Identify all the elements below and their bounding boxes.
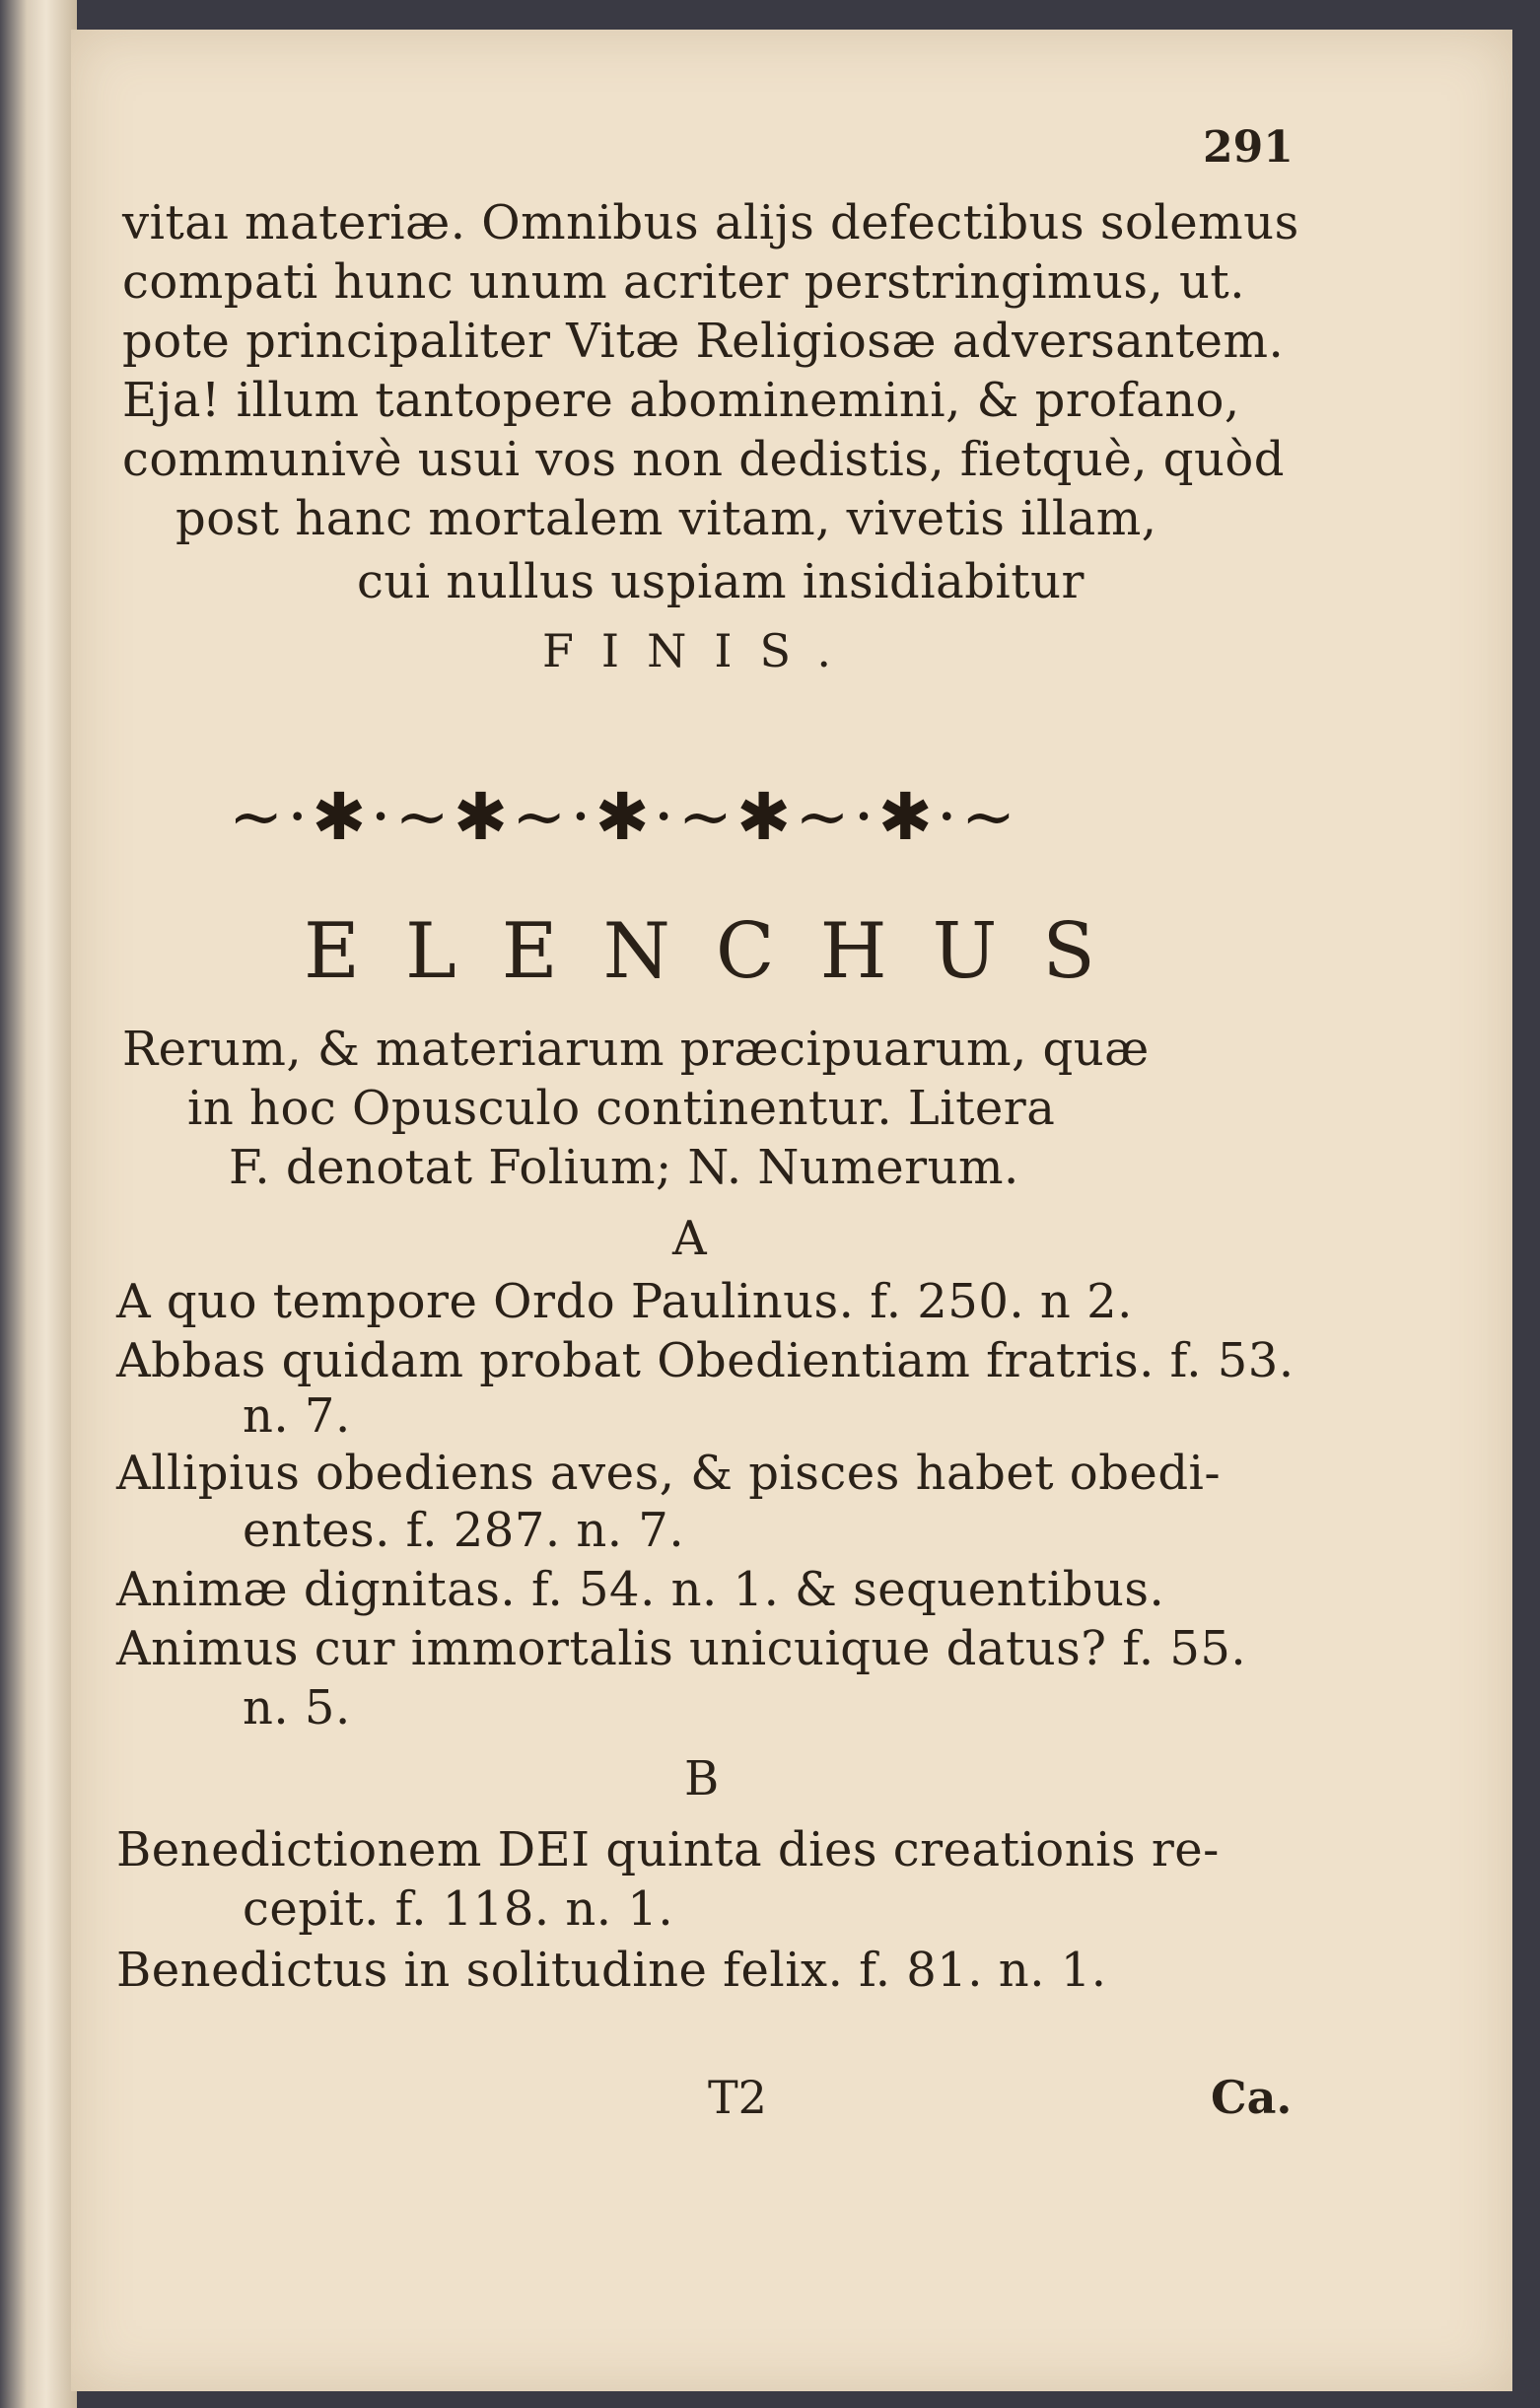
index-entry-a-2-cont: n. 7. <box>243 1388 351 1444</box>
finis: FINIS. <box>542 624 860 677</box>
elenchus-subtitle-3: F. denotat Folium; N. Numerum. <box>229 1140 1019 1195</box>
closing-line-1: vitaı materiæ. Omnibus alijs defectibus solemus <box>122 195 1299 250</box>
closing-line-4: Eja! illum tantopere abominemini, & profano, <box>122 373 1240 428</box>
index-entry-b-1: Benedictionem DEI quinta dies creationis re- <box>116 1822 1220 1877</box>
index-entry-a-5-cont: n. 5. <box>243 1680 351 1735</box>
catchword: Ca. <box>1211 2071 1293 2124</box>
closing-line-6: post hanc mortalem vitam, vivetis illam, <box>175 491 1157 546</box>
index-entry-a-4: Animæ dignitas. f. 54. n. 1. & sequentibus. <box>116 1562 1165 1617</box>
closing-line-3: pote principaliter Vitæ Religiosæ adversantem. <box>122 314 1285 369</box>
book-binding <box>0 0 77 2408</box>
index-entry-a-2: Abbas quidam probat Obedientiam fratris. f. 53. <box>116 1333 1295 1388</box>
section-letter-b: B <box>684 1751 720 1806</box>
section-letter-a: A <box>672 1211 707 1266</box>
closing-line-5: communivè usui vos non dedistis, fietquè, quòd <box>122 432 1286 487</box>
closing-line-2: compati hunc unum acriter perstringimus, ut. <box>122 254 1245 310</box>
index-entry-b-1-cont: cepit. f. 118. n. 1. <box>243 1881 674 1937</box>
index-entry-a-5: Animus cur immortalis unicuique datus? f. 55. <box>116 1621 1247 1676</box>
index-entry-a-3-cont: entes. f. 287. n. 7. <box>243 1503 685 1558</box>
elenchus-subtitle-1: Rerum, & materiarum præcipuarum, quæ <box>122 1022 1150 1077</box>
page-number: 291 <box>1203 122 1294 173</box>
ornament-divider: ~·✱·~✱~·✱·~✱~·✱·~ <box>229 779 1020 855</box>
closing-line-7: cui nullus uspiam insidiabitur <box>357 554 1085 609</box>
book-page <box>71 30 1512 2391</box>
index-entry-a-3: Allipius obediens aves, & pisces habet obedi- <box>116 1446 1222 1501</box>
signature-mark: T2 <box>708 2071 767 2124</box>
elenchus-title: ELENCHUS <box>304 907 1141 996</box>
index-entry-b-2: Benedictus in solitudine felix. f. 81. n. 1. <box>116 1943 1107 1998</box>
index-entry-a-1: A quo tempore Ordo Paulinus. f. 250. n 2. <box>116 1274 1133 1329</box>
elenchus-subtitle-2: in hoc Opusculo continentur. Litera <box>187 1081 1056 1136</box>
